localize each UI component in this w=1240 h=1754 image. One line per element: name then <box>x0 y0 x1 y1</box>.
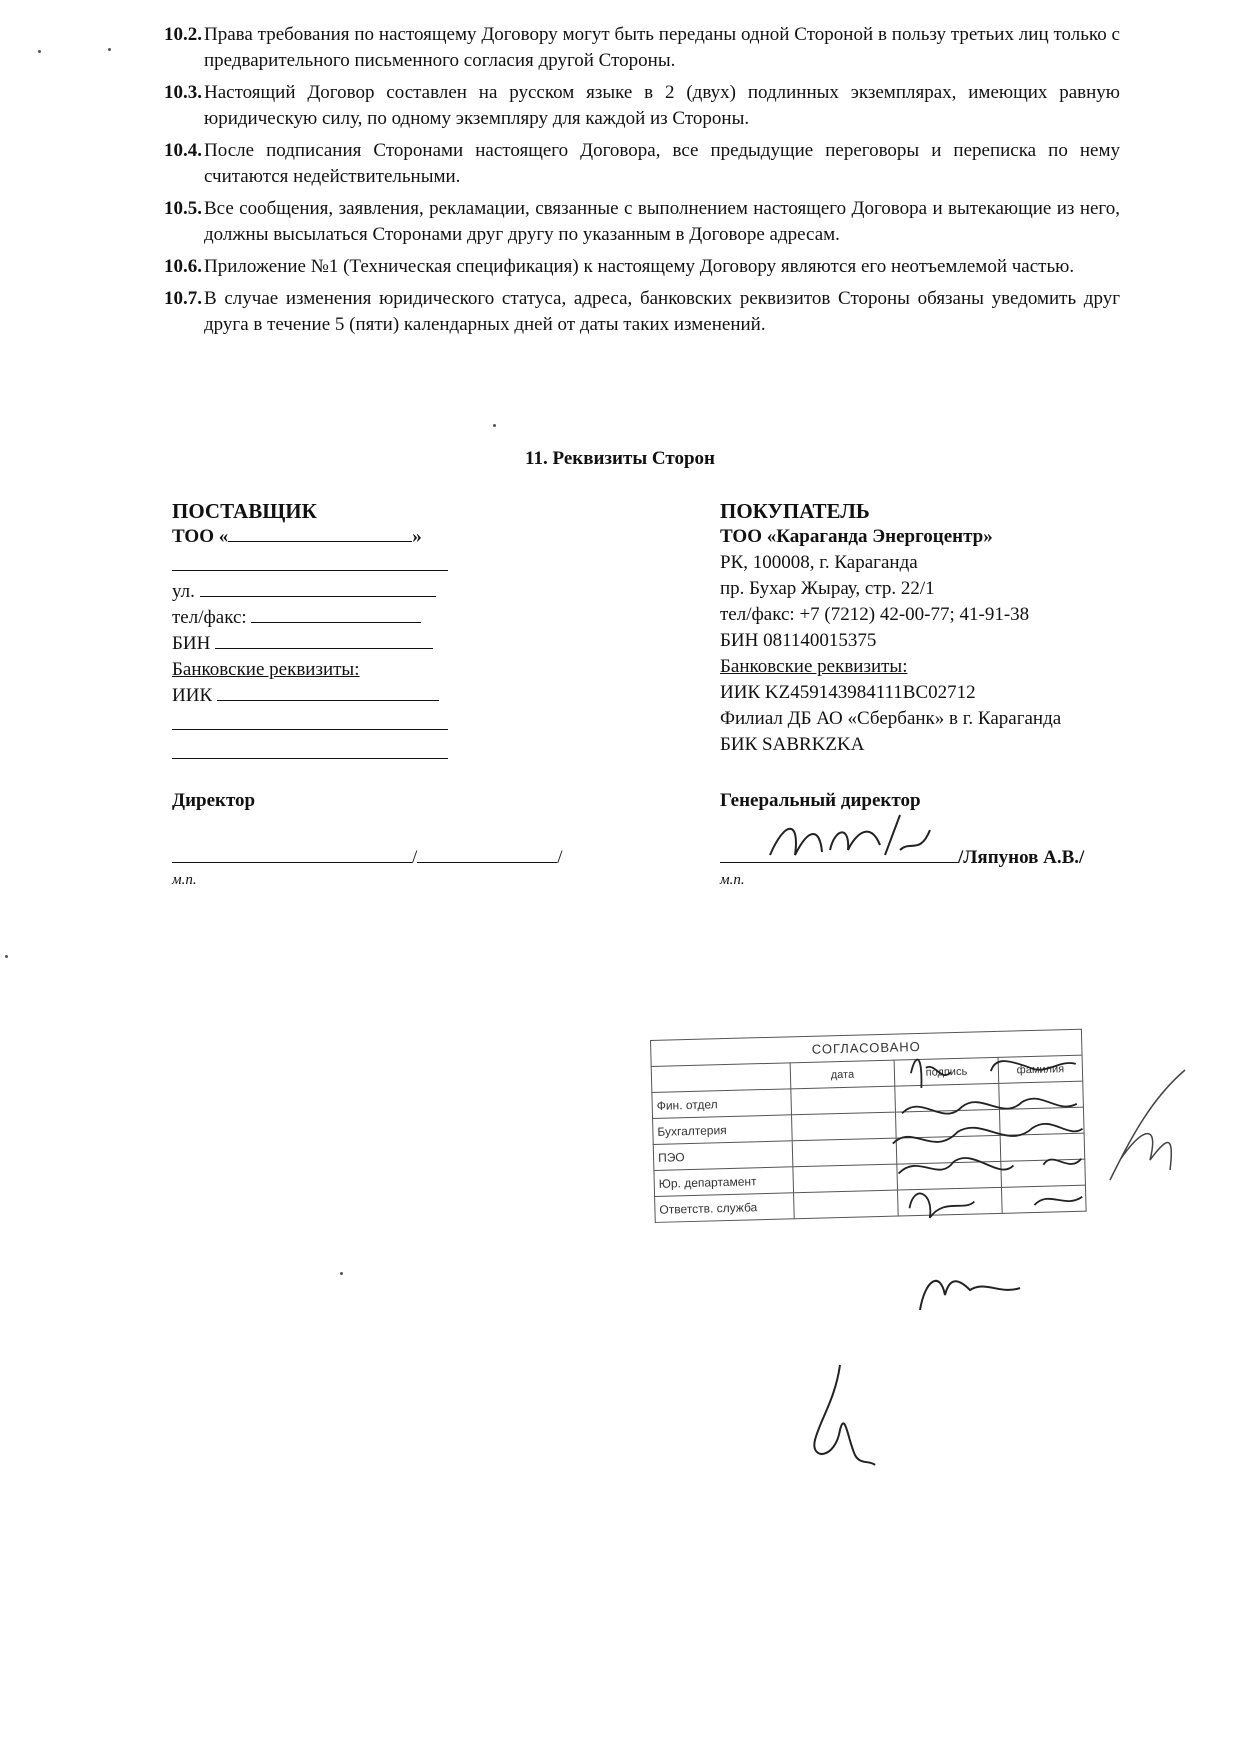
approval-stamp <box>650 1029 1088 1266</box>
supplier-bank-label: Банковские реквизиты: <box>172 659 360 680</box>
scan-speck <box>108 48 111 51</box>
supplier-org-suffix: » <box>412 526 422 547</box>
buyer-address-line2: пр. Бухар Жырау, стр. 22/1 <box>720 578 935 599</box>
buyer-block <box>720 498 1160 758</box>
stamp-row-label: Ответств. служба <box>655 1193 795 1223</box>
director-signature <box>760 810 960 870</box>
clause-number: 10.6. <box>164 256 202 277</box>
clause-10-3 <box>164 80 1120 132</box>
stamp-row-label: ПЭО <box>653 1141 793 1171</box>
scan-speck <box>493 424 496 427</box>
margin-signature <box>1090 1060 1200 1200</box>
stamp-row-label: Юр. департамент <box>654 1167 794 1197</box>
stamp-row-label: Бухгалтерия <box>653 1115 793 1145</box>
supplier-stamp-place: м.п. <box>172 872 197 888</box>
supplier-blank-line <box>172 738 472 767</box>
street-label: ул. <box>172 581 195 602</box>
iik-label: ИИК <box>172 685 213 706</box>
supplier-org <box>172 524 472 550</box>
clause-10-6 <box>164 254 1120 280</box>
clause-text: Настоящий Договор составлен на русском языке в 2 (двух) подлинных экземплярах, имеющих равную юридическую силу, по одному экземпляру для каждой из Стороны. <box>204 82 1120 129</box>
clause-number: 10.2. <box>164 24 202 45</box>
supplier-phone <box>172 605 472 631</box>
clause-number: 10.3. <box>164 82 202 103</box>
phone-blank <box>251 622 421 623</box>
below-stamp-signature <box>900 1250 1040 1320</box>
stamp-col-sign: подпись <box>894 1057 999 1086</box>
supplier-blank-line <box>172 709 472 738</box>
buyer-branch: Филиал ДБ АО «Сбербанк» в г. Караганда <box>720 708 1062 729</box>
scan-speck <box>340 1272 343 1275</box>
clause-text: Все сообщения, заявления, рекламации, связанные с выполнением настоящего Договора и вытекающие из него, должны высылаться Сторонами друг другу по указанным в Договоре адресам. <box>204 198 1120 245</box>
blank-line <box>172 738 448 759</box>
street-blank <box>200 596 436 597</box>
supplier-signature-line: / / <box>172 842 563 869</box>
supplier-blank-line <box>172 550 472 579</box>
scan-speck <box>5 955 8 958</box>
buyer-stamp-place: м.п. <box>720 872 745 888</box>
supplier-block <box>172 498 472 767</box>
clause-text: В случае изменения юридического статуса, адреса, банковских реквизитов Стороны обязаны уведомить друг друга в течение 5 (пяти) календарных дней от даты таких изменений. <box>204 288 1120 335</box>
supplier-role: ПОСТАВЩИК <box>172 499 317 523</box>
name-blank <box>417 842 557 863</box>
stamp-col-name: фамилия <box>998 1055 1083 1083</box>
clause-text: Приложение №1 (Техническая спецификация) к настоящему Договору являются его неотъемлемой частью. <box>204 256 1075 277</box>
supplier-street <box>172 579 472 605</box>
clause-10-2 <box>164 22 1120 74</box>
scan-speck <box>38 50 41 53</box>
clause-10-4 <box>164 138 1120 190</box>
iik-blank <box>217 700 439 701</box>
clause-number: 10.5. <box>164 198 202 219</box>
buyer-bik: БИК SABRKZKA <box>720 734 865 755</box>
clause-text: После подписания Сторонами настоящего Договора, все предыдущие переговоры и переписка по нему считаются недействительными. <box>204 140 1120 187</box>
buyer-bin: БИН 081140015375 <box>720 630 877 651</box>
stamp-title: СОГЛАСОВАНО <box>651 1029 1083 1066</box>
clause-text: Права требования по настоящему Договору могут быть переданы одной Стороной в пользу третьих лиц только с предварительного письменного согласия другой Стороны. <box>204 24 1120 71</box>
buyer-phone: тел/факс: +7 (7212) 42-00-77; 41-91-38 <box>720 604 1030 625</box>
supplier-sign-title: Директор <box>172 790 256 811</box>
clause-10-7 <box>164 286 1120 338</box>
signature-blank <box>172 842 412 863</box>
supplier-bin <box>172 631 472 657</box>
buyer-iik: ИИК KZ459143984111BC02712 <box>720 682 976 703</box>
buyer-signer-name: /Ляпунов А.В./ <box>958 847 1085 868</box>
buyer-role: ПОКУПАТЕЛЬ <box>720 499 870 523</box>
buyer-address-line1: РК, 100008, г. Караганда <box>720 552 918 573</box>
buyer-bank-label: Банковские реквизиты: <box>720 656 908 677</box>
stamp-signatures <box>650 1029 1088 1266</box>
section-title: 11. Реквизиты Сторон <box>525 448 715 469</box>
blank-line <box>172 550 448 571</box>
supplier-org-blank <box>228 541 412 542</box>
buyer-sign-title: Генеральный директор <box>720 790 921 811</box>
clause-10-5 <box>164 196 1120 248</box>
supplier-org-prefix: ТОО « <box>172 526 229 547</box>
buyer-org: ТОО «Караганда Энергоцентр» <box>720 526 993 547</box>
stamp-col-date: дата <box>790 1060 895 1089</box>
bin-label: БИН <box>172 633 211 654</box>
blank-line <box>172 709 448 730</box>
bin-blank <box>215 648 433 649</box>
clause-number: 10.4. <box>164 140 202 161</box>
phone-label: тел/факс: <box>172 607 247 628</box>
supplier-iik <box>172 683 472 709</box>
initials-signature <box>800 1360 890 1470</box>
clause-number: 10.7. <box>164 288 202 309</box>
contract-clauses <box>164 22 1120 344</box>
stamp-row-label: Фин. отдел <box>652 1089 792 1119</box>
